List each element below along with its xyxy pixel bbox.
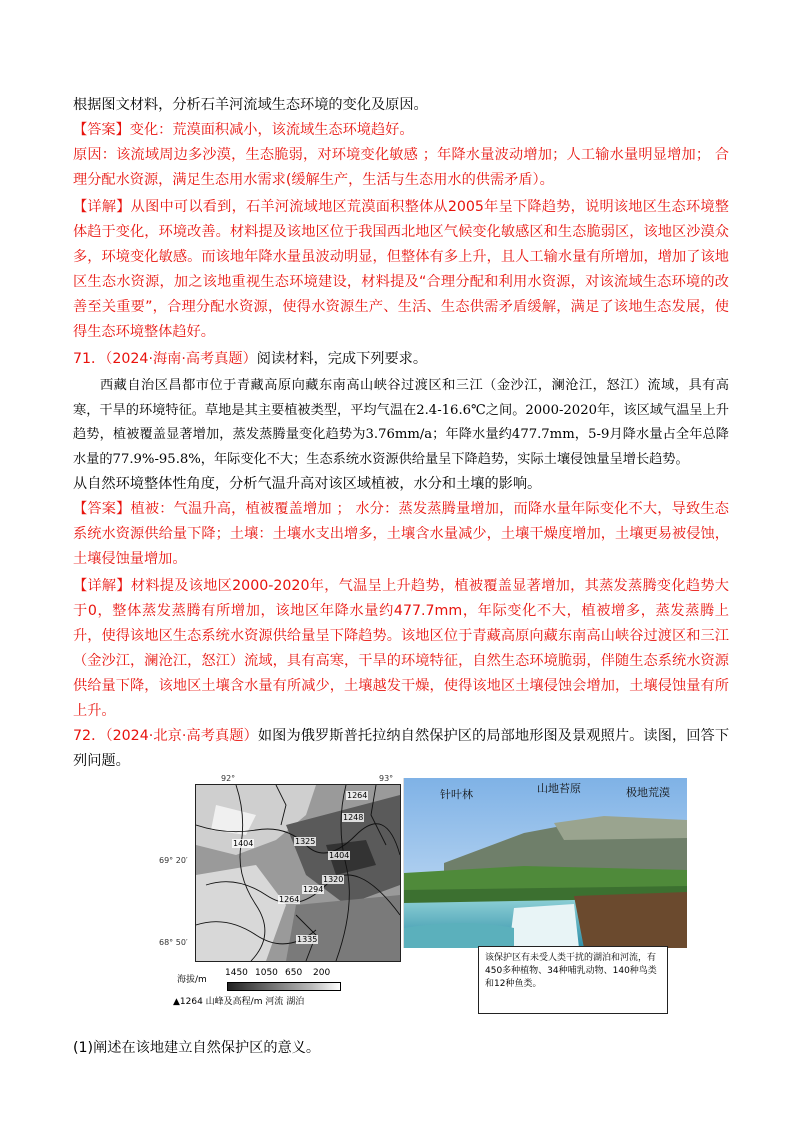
detail-tag: 【详解】	[73, 199, 131, 215]
q72-source: （2024·北京·高考真题）	[105, 728, 258, 744]
photo-caption: 该保护区有未受人类干扰的湖泊和河流，有450多种植物、34种哺乳动物、140种鸟类和12种鱼类。	[478, 946, 668, 1014]
peak-elevation: 1320	[323, 875, 344, 884]
photo-label-coniferous: 针叶林	[440, 788, 473, 801]
q71-answer: 【答案】植被：气温升高，植被覆盖增加 ； 水分：蒸发蒸腾量增加，而降水量年际变化不大，导致生态系统水资源供给量下降；土壤：土壤水支出增多，土壤含水量减少，土壤干燥度增加，土壤更易被侵蚀，土壤侵蚀量增加。	[73, 501, 729, 567]
peak-elevation: 1264	[347, 791, 368, 800]
answer-tag: 【答案】	[73, 122, 130, 138]
q72-number: 72．	[73, 728, 106, 744]
peak-elevation: 1264	[279, 895, 300, 904]
q70-answer-change: 【答案】变化：荒漠面积减小，该流域生态环境趋好。	[73, 122, 414, 138]
q72-prompt: 如图为俄罗斯普托拉纳自然保护区的局部地形图及景观照片。读图，回答下列问题。	[73, 728, 730, 769]
legend-items: ▲1264 山峰及高程/m 河流 湖泊	[173, 997, 305, 1007]
longitude-label: 93°	[379, 774, 394, 783]
q70-prompt: 根据图文材料，分析石羊河流域生态环境的变化及原因。	[73, 97, 428, 113]
landscape-illustration	[404, 778, 687, 948]
peak-elevation: 1335	[297, 935, 318, 944]
latitude-label: 68° 50′	[159, 938, 188, 947]
q72-figure	[73, 774, 729, 1036]
q71-number: 71．	[73, 351, 106, 367]
q72-sub1: (1)阐述在该地建立自然保护区的意义。	[73, 1040, 321, 1056]
peak-elevation: 1404	[329, 851, 350, 860]
longitude-label: 92°	[221, 774, 236, 783]
peak-elevation: 1325	[295, 837, 316, 846]
peak-elevation: 1248	[343, 813, 364, 822]
q71-question: 从自然环境整体性角度，分析气温升高对该区域植被，水分和土壤的影响。	[73, 476, 542, 492]
q72-header	[73, 724, 729, 774]
q71-header	[73, 347, 729, 372]
q70-answer-reason: 原因：该流域周边多沙漠，生态脆弱，对环境变化敏感 ；年降水量波动增加；人工输水量明显增加； 合理分配水资源，满足生态用水需求(缓解生产，生活与生态用水的供需矛盾）。	[73, 147, 729, 188]
topographic-map	[195, 784, 401, 962]
peak-elevation: 1294	[303, 885, 324, 894]
answer-tag: 【答案】	[73, 501, 131, 517]
photo-label-polar-desert: 极地荒漠	[626, 786, 670, 799]
q70-detail: 【详解】从图中可以看到，石羊河流域地区荒漠面积整体从2005年呈下降趋势，说明该地区生态环境整体趋于变化，环境改善。材料提及该地区位于我国西北地区气候变化敏感区和生态脆弱区，该地区沙漠众多，环境变化敏感。而该地年降水量虽波动明显，但整体有多上升，且人工输水量有所增加，增加了该地区生态水资源，加之该地重视生态环境建设，材料提及“合理分配和利用水资源，对该流域生态环境的改善至关重要”，合理分配水资源，使得水资源生产、生活、生态供需矛盾缓解，满足了该地生态发展，使得生态环境整体趋好。	[73, 199, 729, 340]
legend-title: 海拔/m	[177, 975, 207, 985]
document-page	[73, 93, 729, 1061]
elevation-scale	[227, 982, 341, 991]
map-legend: 海拔/m 1450 1050 650 200 ▲1264 山峰及高程/m 河流 湖泊	[177, 968, 407, 1028]
q71-source: （2024·海南·高考真题）	[105, 351, 257, 367]
detail-tag: 【详解】	[73, 578, 131, 594]
landscape-photo	[403, 778, 687, 948]
q71-prompt: 阅读材料，完成下列要求。	[256, 351, 428, 367]
q71-detail: 【详解】材料提及该地区2000-2020年，气温呈上升趋势，植被覆盖显著增加，其蒸发蒸腾变化趋势大于0，整体蒸发蒸腾有所增加，该地区年降水量约477.7mm，年际变化不大，植被增多，蒸发蒸腾上升，使得该地区生态系统水资源供给量呈下降趋势。该地区位于青藏高原向藏东南高山峡谷过渡区和三江（金沙江，澜沧江，怒江）流域，具有高寒，干旱的环境特征，自然生态环境脆弱，伴随生态系统水资源供给量下降，该地区土壤含水量有所减少，土壤越发干燥，使得该地区土壤侵蚀会增加，土壤侵蚀量有所上升。	[73, 578, 729, 719]
photo-label-mountain-tundra: 山地苔原	[537, 782, 581, 795]
q71-material: 西藏自治区昌都市位于青藏高原向藏东南高山峡谷过渡区和三江（金沙江，澜沧江，怒江）流域，具有高寒，干旱的环境特征。草地是其主要植被类型，平均气温在2.4-16.6℃之间。2000-2020年，该区域气温呈上升趋势，植被覆盖显著增加，蒸发蒸腾量变化趋势为3.76mm/a；年降水量约477.7mm，5-9月降水量占全年总降水量的77.9%-95.8%，年际变化不大；生态系统水资源供给量呈下降趋势，实际土壤侵蚀量呈增长趋势。	[73, 378, 729, 467]
latitude-label: 69° 20′	[159, 856, 188, 865]
peak-elevation: 1404	[233, 839, 254, 848]
